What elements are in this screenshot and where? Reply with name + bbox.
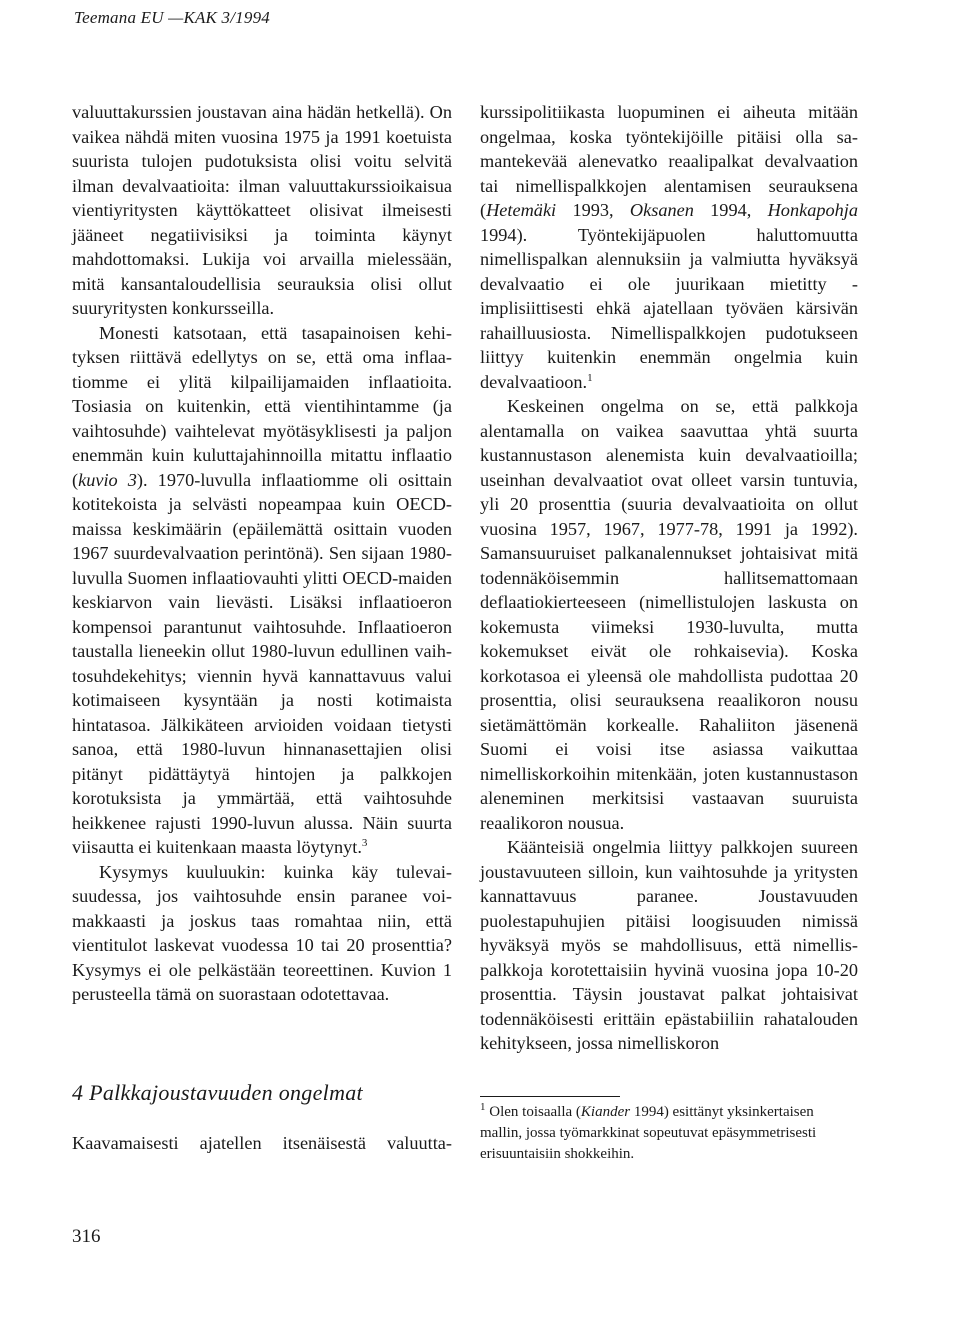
footnote-mark: 1 xyxy=(480,1101,486,1113)
section-heading: 4 Palkkajoustavuuden ongelmat xyxy=(72,1080,363,1105)
figure-reference: kuvio 3 xyxy=(78,469,137,490)
paragraph: Kysymys kuuluukin: kuinka käy tulevaisuudessa, jos vaihtosuhde ensin paranee voimakkaasti ja joskus taas romahtaa niin, että vientitulot laskevat vuodessa 10 tai 20 prosenttia? Kysymys ei ole pelkästään teoreettinen. Kuvion 1 perusteella tämä on suorastaan odotettavaa. xyxy=(72,861,452,1004)
footnote-mark: 1 xyxy=(587,371,593,384)
paragraph: valuuttakurssien joustavan aina hädän hetkellä). On vaikea nähdä miten vuosina 1975 ja 1991 koetuista suurista tulojen pudotuksista olisi voitu selvitä ilman devalvaatioita: ilman valuuttakurssioikaisua vientiyritysten käyttökatteet olisivat ilmeisesti jääneet negatiivisiksi ja toiminta käynyt mahdottomaksi. Lukija voi arvailla mielessään, mitä kansantaloudellisia seurauksia olisi ollut suuryritysten konkursseilla. xyxy=(72,102,452,318)
paragraph: Käänteisiä ongelmia liittyy palkkojen suureen joustavuuteen silloin, kun vaihtosuhde ja yritysten kannattavuus paranee. Joustavuuden puolestapuhujien pitäisi loogisuuden nimissä hyväksyä myös se mahdollisuus, että nimellispalkkoja korotettaisiin hyvinä vuosina jopa 10-20 prosenttia. Täysin joustavat palkat johtaisivat todennäköisesti erittäin epästabiiliin rahatalouden kehitykseen, jossa nimelliskoron xyxy=(480,837,858,1053)
page-number: 316 xyxy=(72,1226,101,1247)
paragraph: Keskeinen ongelma on se, että palkkoja alentamalla on vaikea saavuttaa yhtä suurta kustannustason alenemista kuin devalvaatioilla; useinhan devalvaatiot ovat olleet varsin tuntuvia, yli 20 prosenttia (suuria devalvaatioita on ollut vuosina 1957, 1967, 1977-78, 1991 ja 1992). Samansuuruiset palkanalennukset johtaisivat mitä todennäköisemmin hallitsemattomaan deflaatiokierteeseen (nimellistulojen laskusta on kokemusta viimeksi 1930-luvulta, mutta kokemukset eivät ole rohkaisevia). Koska korkotasoa ei yleensä ole mahdollista pudottaa 20 prosenttia, olisi seurauksena reaalikoron nousu sietämättömän korkealle. Rahaliiton jäsenenä Suomi ei voisi itse asiassa vaikuttaa nimelliskorkoihin mitenkään, joten kustannustason aleneminen merkitsisi vastaavan suuruista reaalikoron nousua. xyxy=(480,396,858,833)
section-lead-text: Kaavamaisesti ajatellen itsenäisestä valuutta- xyxy=(72,1133,452,1153)
footnote-divider xyxy=(480,1096,620,1097)
left-column xyxy=(72,100,452,1007)
right-column xyxy=(480,100,858,1056)
footnote: $^1$ Olen toisaalla (Kiander 1994) esittänyt yksinkertaisen mallin, jossa työmarkkinat sopeutuvat epäsymmetrisesti erisuuntaisiin shokkeihin. xyxy=(480,1101,817,1162)
paragraph: Monesti katsotaan, että tasapainoisen kehityksen riittävä edellytys on se, että oma inflaatiomme ei ylitä kilpailijamaiden inflaatioita. Tosiasia on kuitenkin, että vientihintamme (ja vaihtosuhde) vaihtelevat myötäsyklisesti ja paljon enemmän kuin kuluttajahinnoilla mitattu inflaatio (kuvio 3). 1970-luvulla inflaatiomme oli osittain kotitekoista ja selvästi nopeampaa kuin OECD-maissa keskimäärin (epäilemättä osittain vuoden 1967 suurdevalvaation perintönä). Sen sijaan 1980-luvulla Suomen inflaatiovauhti ylitti OECD-maiden keskiarvon vain lievästi. Lisäksi inflaatioeron kompensoi parantunut vaihtosuhde. Inflaatioeron taustalla lieneekin ollut 1980-luvun edullinen vaihtosuhdekehitys; viennin hyvä kannattavuus valui kotimaiseen kysyntään ja nosti kotimaista hintatasoa. Jälkikäteen arvioiden voidaan tietysti sanoa, että 1980-luvun hinnanasettajien olisi pitänyt pidättäytyä hintojen ja palkkojen korotuksista ja ymmärtää, että vaihtosuhde heikkenee rajusti 1990-luvun alussa. Näin suurta viisautta ei kuitenkaan maasta löytynyt.$^3$ xyxy=(72,322,452,857)
citation-author: Honkapohja xyxy=(767,200,858,220)
citation-author: Oksanen xyxy=(629,200,694,220)
footnote-mark: 3 xyxy=(361,836,368,849)
paragraph: kurssipolitiikasta luopuminen ei aiheuta mitään ongelmaa, koska työntekijöille pitäisi olla samantekevää alenevatko reaalipalkat devalvaation tai nimellispalkkojen alentamisen seurauksena (Hetemäki 1993, Oksanen 1994, Honkapohja 1994). Työntekijäpuolen haluttomuutta nimellispalkan alennuksiin ja valmiutta hyväksyä devalvaatio ei ole juurikaan mietitty - implisiittisesti ehkä ajatellaan työväen kärsivän rahailluusiosta. Nimellispalkkojen pudotukseen liittyy kuitenkin enemmän ongelmia kuin devalvaatioon.$^1$ xyxy=(480,102,858,392)
citation-author: Kiander xyxy=(580,1104,631,1120)
citation-author: Hetemäki xyxy=(486,200,557,220)
running-header: Teemana EU —KAK 3/1994 xyxy=(74,8,270,27)
